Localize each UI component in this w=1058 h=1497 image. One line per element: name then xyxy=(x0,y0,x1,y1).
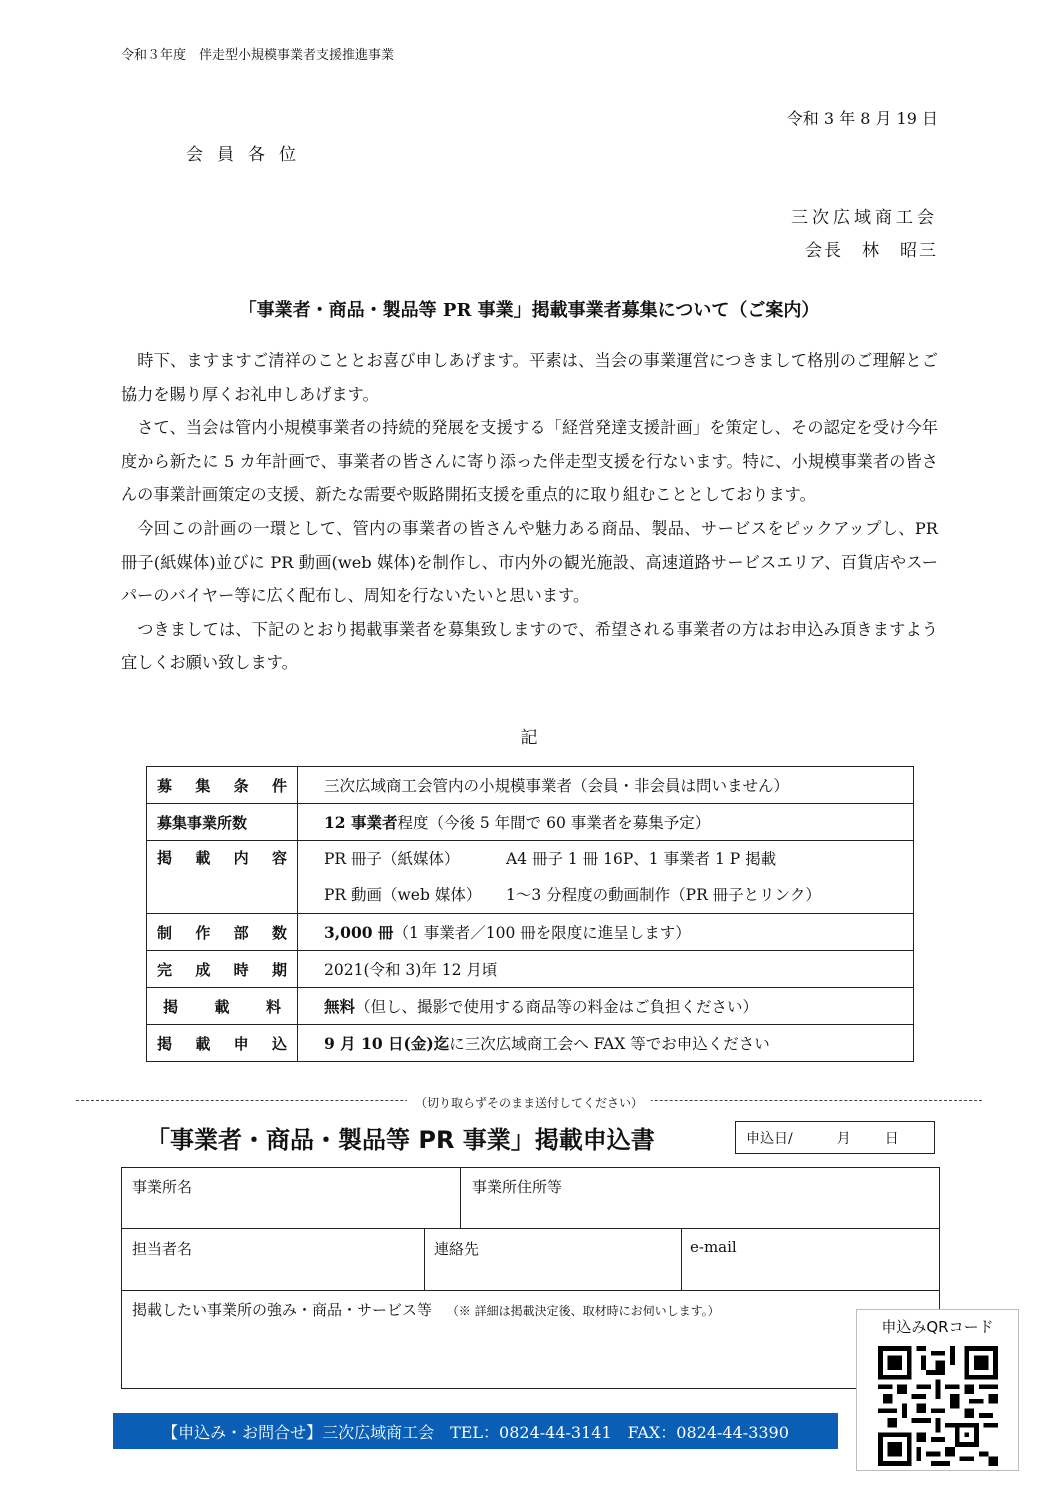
label-char: 作 xyxy=(195,923,211,942)
label-text xyxy=(157,1033,287,1054)
body-paragraph: 時下、ますますご清祥のこととお喜び申しあげます。平素は、当会の事業運営につきまして格別のご理解とご協力を賜り厚くお礼申しあげます。 xyxy=(121,351,938,404)
value-content xyxy=(298,841,914,914)
label-char: 完 xyxy=(157,960,173,979)
table-row xyxy=(147,841,914,914)
email-field[interactable]: e-mail xyxy=(690,1238,737,1256)
table-row xyxy=(147,988,914,1025)
value-recruit-condition: 三次広域商工会管内の小規模事業者（会員・非会員は問いません） xyxy=(298,767,914,804)
label-completion xyxy=(147,951,298,988)
letter-date: 令和 3 年 8 月 19 日 xyxy=(786,109,938,128)
label-text xyxy=(157,847,287,868)
value-fee xyxy=(298,988,914,1025)
value-emphasis: 9 月 10 日(金)迄 xyxy=(324,1034,450,1053)
label-char: 募 xyxy=(157,776,173,795)
label-application xyxy=(147,1025,298,1062)
table-row xyxy=(147,804,914,841)
form-divider xyxy=(460,1168,461,1228)
value-application xyxy=(298,1025,914,1062)
table-row xyxy=(147,914,914,951)
label-char: 部 xyxy=(233,923,249,942)
label-char: 載 xyxy=(195,849,211,867)
label-char: 成 xyxy=(195,960,211,979)
strengths-label: 掲載したい事業所の強み・商品・サービス等 xyxy=(132,1301,433,1319)
cut-note xyxy=(0,1094,1058,1111)
form-divider xyxy=(424,1228,425,1290)
value-emphasis: 12 事業者 xyxy=(324,813,398,832)
value-rest: 程度（今後 5 年間で 60 事業者を募集予定） xyxy=(397,814,711,832)
contact-bar: 【申込み・お問合せ】三次広域商工会 TEL：0824-44-3141 FAX：0824-44-3390 xyxy=(113,1413,838,1449)
label-text xyxy=(157,959,287,980)
body-paragraph: つきましては、下記のとおり掲載事業者を募集致しますので、希望される事業者の方はお申込み頂きますよう宜しくお願い致します。 xyxy=(121,619,938,673)
form-title: 「事業者・商品・製品等 PR 事業」掲載申込書 xyxy=(146,1126,655,1154)
value-print-count xyxy=(298,914,914,951)
label-print-count xyxy=(147,914,298,951)
content-medium: PR 動画（web 媒体） xyxy=(324,886,482,904)
body-paragraph: 今回この計画の一環として、管内の事業者の皆さんや魅力ある商品、製品、サービスをピックアップし、PR 冊子(紙媒体)並びに PR 動画(web 媒体)を制作し、市内外の観光施設、高速道路サービスエリア、百貨店やスーパーのバイヤー等に広く配布し、周知を行ないたいと思います。 xyxy=(121,518,938,606)
table-row xyxy=(147,951,914,988)
contact-person-field[interactable]: 担当者名 xyxy=(132,1240,193,1258)
day-label: 日 xyxy=(884,1130,899,1147)
table-row xyxy=(147,1025,914,1062)
label-char: 掲 xyxy=(157,1034,173,1053)
sender-organization: 三次広域商工会 xyxy=(791,208,938,228)
label-char: 制 xyxy=(157,923,173,942)
label-char: 料 xyxy=(265,997,281,1016)
body-paragraph: さて、当会は管内小規模事業者の持続的発展を支援する「経営発達支援計画」を策定し、その認定を受け今年度から新たに 5 カ年計画で、事業者の皆さんに寄り添った伴走型支援を行ないます。特に、小規模事業者の皆さんの事業計画策定の支援、新たな需要や販路開拓支援を重点的に取り組むこととしております。 xyxy=(121,418,938,505)
label-char: 掲 xyxy=(163,997,179,1016)
form-divider xyxy=(122,1228,939,1229)
strengths-note: （※ 詳細は掲載決定後、取材時にお伺いします。） xyxy=(446,1304,720,1318)
cut-note-text: （切り取らずそのまま送付してください） xyxy=(407,1096,651,1110)
label-content xyxy=(147,841,298,914)
recruitment-details-table xyxy=(146,766,914,1062)
label-text xyxy=(157,996,287,1017)
label-char: 条 xyxy=(233,776,249,795)
sender-president: 会長 林 昭三 xyxy=(805,241,938,261)
business-name-field[interactable]: 事業所名 xyxy=(132,1178,193,1196)
content-detail: 1～3 分程度の動画制作（PR 冊子とリンク） xyxy=(506,886,821,904)
value-emphasis: 無料 xyxy=(324,997,356,1016)
label-fee xyxy=(147,988,298,1025)
table-row xyxy=(147,767,914,804)
content-line-booklet xyxy=(324,841,903,877)
label-char: 容 xyxy=(271,849,287,867)
label-char: 内 xyxy=(233,849,249,867)
content-line-video xyxy=(324,877,903,913)
application-form xyxy=(121,1167,940,1389)
strengths-field[interactable] xyxy=(132,1299,720,1320)
addressee: 会員各位 xyxy=(186,145,310,165)
value-recruit-count xyxy=(298,804,914,841)
label-char: 期 xyxy=(271,960,287,979)
ki-heading: 記 xyxy=(520,728,538,748)
document-title: 「事業者・商品・製品等 PR 事業」掲載事業者募集について（ご案内） xyxy=(238,300,820,321)
value-rest: （1 事業者／100 冊を限度に進呈します） xyxy=(393,924,691,942)
label-recruit-condition xyxy=(147,767,298,804)
label-char: 数 xyxy=(271,923,287,942)
phone-field[interactable]: 連絡先 xyxy=(434,1240,480,1258)
label-text xyxy=(157,775,287,796)
date-label: 申込日/ xyxy=(746,1130,793,1147)
form-divider xyxy=(122,1290,939,1291)
label-recruit-count: 募集事業所数 xyxy=(147,804,298,841)
value-emphasis: 3,000 冊 xyxy=(324,923,394,942)
label-char: 載 xyxy=(214,997,230,1016)
qr-code-panel[interactable] xyxy=(856,1309,1019,1471)
label-char: 集 xyxy=(195,776,211,795)
label-text xyxy=(157,922,287,943)
qr-code xyxy=(878,1346,998,1466)
label-char: 時 xyxy=(233,960,249,979)
label-char: 件 xyxy=(271,776,287,795)
month-label: 月 xyxy=(836,1130,851,1147)
value-rest: に三次広域商工会へ FAX 等でお申込ください xyxy=(449,1035,770,1053)
letter-body xyxy=(121,344,938,680)
qr-label: 申込みQRコード xyxy=(881,1318,994,1336)
value-rest: （但し、撮影で使用する商品等の料金はご負担ください） xyxy=(355,998,759,1016)
label-char: 掲 xyxy=(157,849,173,867)
label-char: 込 xyxy=(271,1034,287,1053)
business-address-field[interactable]: 事業所住所等 xyxy=(472,1178,563,1196)
content-detail: A4 冊子 1 冊 16P、1 事業者 1 P 掲載 xyxy=(506,850,777,868)
form-divider xyxy=(681,1228,682,1290)
value-completion: 2021(令和 3)年 12 月頃 xyxy=(298,951,914,988)
program-header: 令和３年度 伴走型小規模事業者支援推進事業 xyxy=(121,48,395,63)
content-medium: PR 冊子（紙媒体） xyxy=(324,850,460,868)
label-char: 申 xyxy=(233,1034,249,1053)
label-char: 載 xyxy=(195,1034,211,1053)
application-date-field[interactable] xyxy=(735,1121,935,1154)
